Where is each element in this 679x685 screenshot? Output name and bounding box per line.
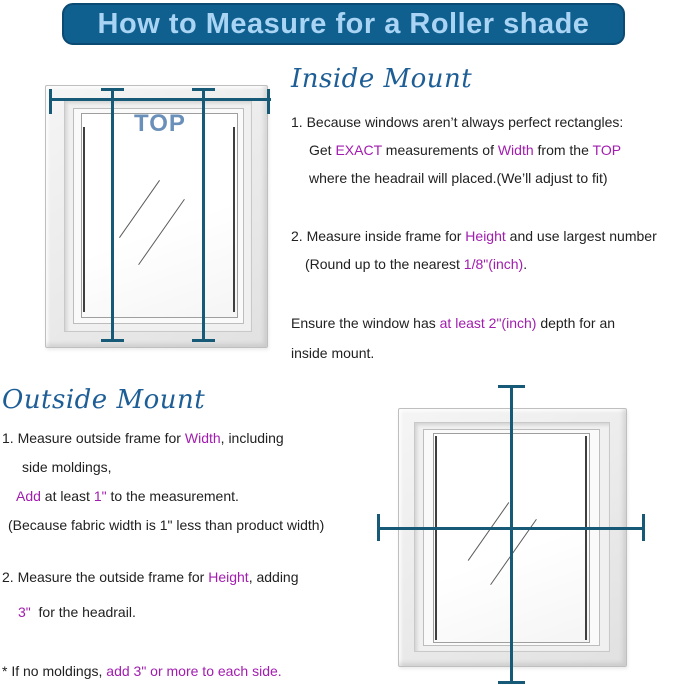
outside-mount-instructions <box>2 428 394 681</box>
width-measure-line <box>50 98 271 101</box>
measure-cap <box>101 88 124 91</box>
text-line: Get EXACT measurements of Width from the TOP <box>309 142 622 158</box>
text-line: where the headrail will placed.(We’ll adjust to fit) <box>309 170 608 186</box>
text-line: 2. Measure inside frame for Height and use largest number <box>291 228 657 244</box>
measure-cap <box>498 681 525 684</box>
glass-reflection-line <box>468 502 510 561</box>
text-line: inside mount. <box>291 345 375 361</box>
text-line: 3" for the headrail. <box>18 604 136 620</box>
text-line: * If no moldings, add 3" or more to each side. <box>2 663 282 679</box>
measure-cap <box>498 385 525 388</box>
text-line: 1. Because windows aren’t always perfect rectangles: <box>291 114 624 130</box>
text-line: Add at least 1" to the measurement. <box>16 488 239 504</box>
page-title: How to Measure for a Roller shade <box>97 7 590 40</box>
height-measure-line <box>202 88 205 342</box>
measure-end-tick <box>267 89 270 114</box>
text-line: (Because fabric width is 1" less than product width) <box>8 517 325 533</box>
window-sash-left <box>83 127 85 312</box>
text-line: (Round up to the nearest 1/8"(inch). <box>305 256 528 272</box>
measure-end-tick <box>377 514 380 541</box>
inside-mount-section <box>291 64 679 363</box>
glass-reflection-line <box>138 199 185 265</box>
window-sash-right <box>233 127 235 312</box>
window-glass <box>81 113 238 318</box>
glass-reflection-line <box>119 180 160 238</box>
height-measure-line <box>111 88 114 342</box>
measure-end-tick <box>642 514 645 541</box>
text-line: 2. Measure the outside frame for Height, adding <box>2 569 299 585</box>
measure-end-tick <box>49 89 52 114</box>
title-banner <box>62 3 625 45</box>
text-line: side moldings, <box>22 459 112 475</box>
window-sash-right <box>585 436 587 640</box>
inside-mount-heading: Inside Mount <box>291 64 473 94</box>
text-line: 1. Measure outside frame for Width, including <box>2 430 284 446</box>
text-line: Ensure the window has at least 2"(inch) depth for an <box>291 315 616 331</box>
height-measure-line <box>510 386 513 683</box>
width-measure-line <box>378 527 645 530</box>
measure-cap <box>101 339 124 342</box>
outside-mount-section <box>2 385 394 681</box>
measure-cap <box>192 339 215 342</box>
outside-mount-heading: Outside Mount <box>2 385 206 415</box>
top-label: TOP <box>134 110 186 137</box>
inside-mount-instructions <box>291 112 679 363</box>
measure-cap <box>192 88 215 91</box>
window-sash-left <box>435 436 437 640</box>
